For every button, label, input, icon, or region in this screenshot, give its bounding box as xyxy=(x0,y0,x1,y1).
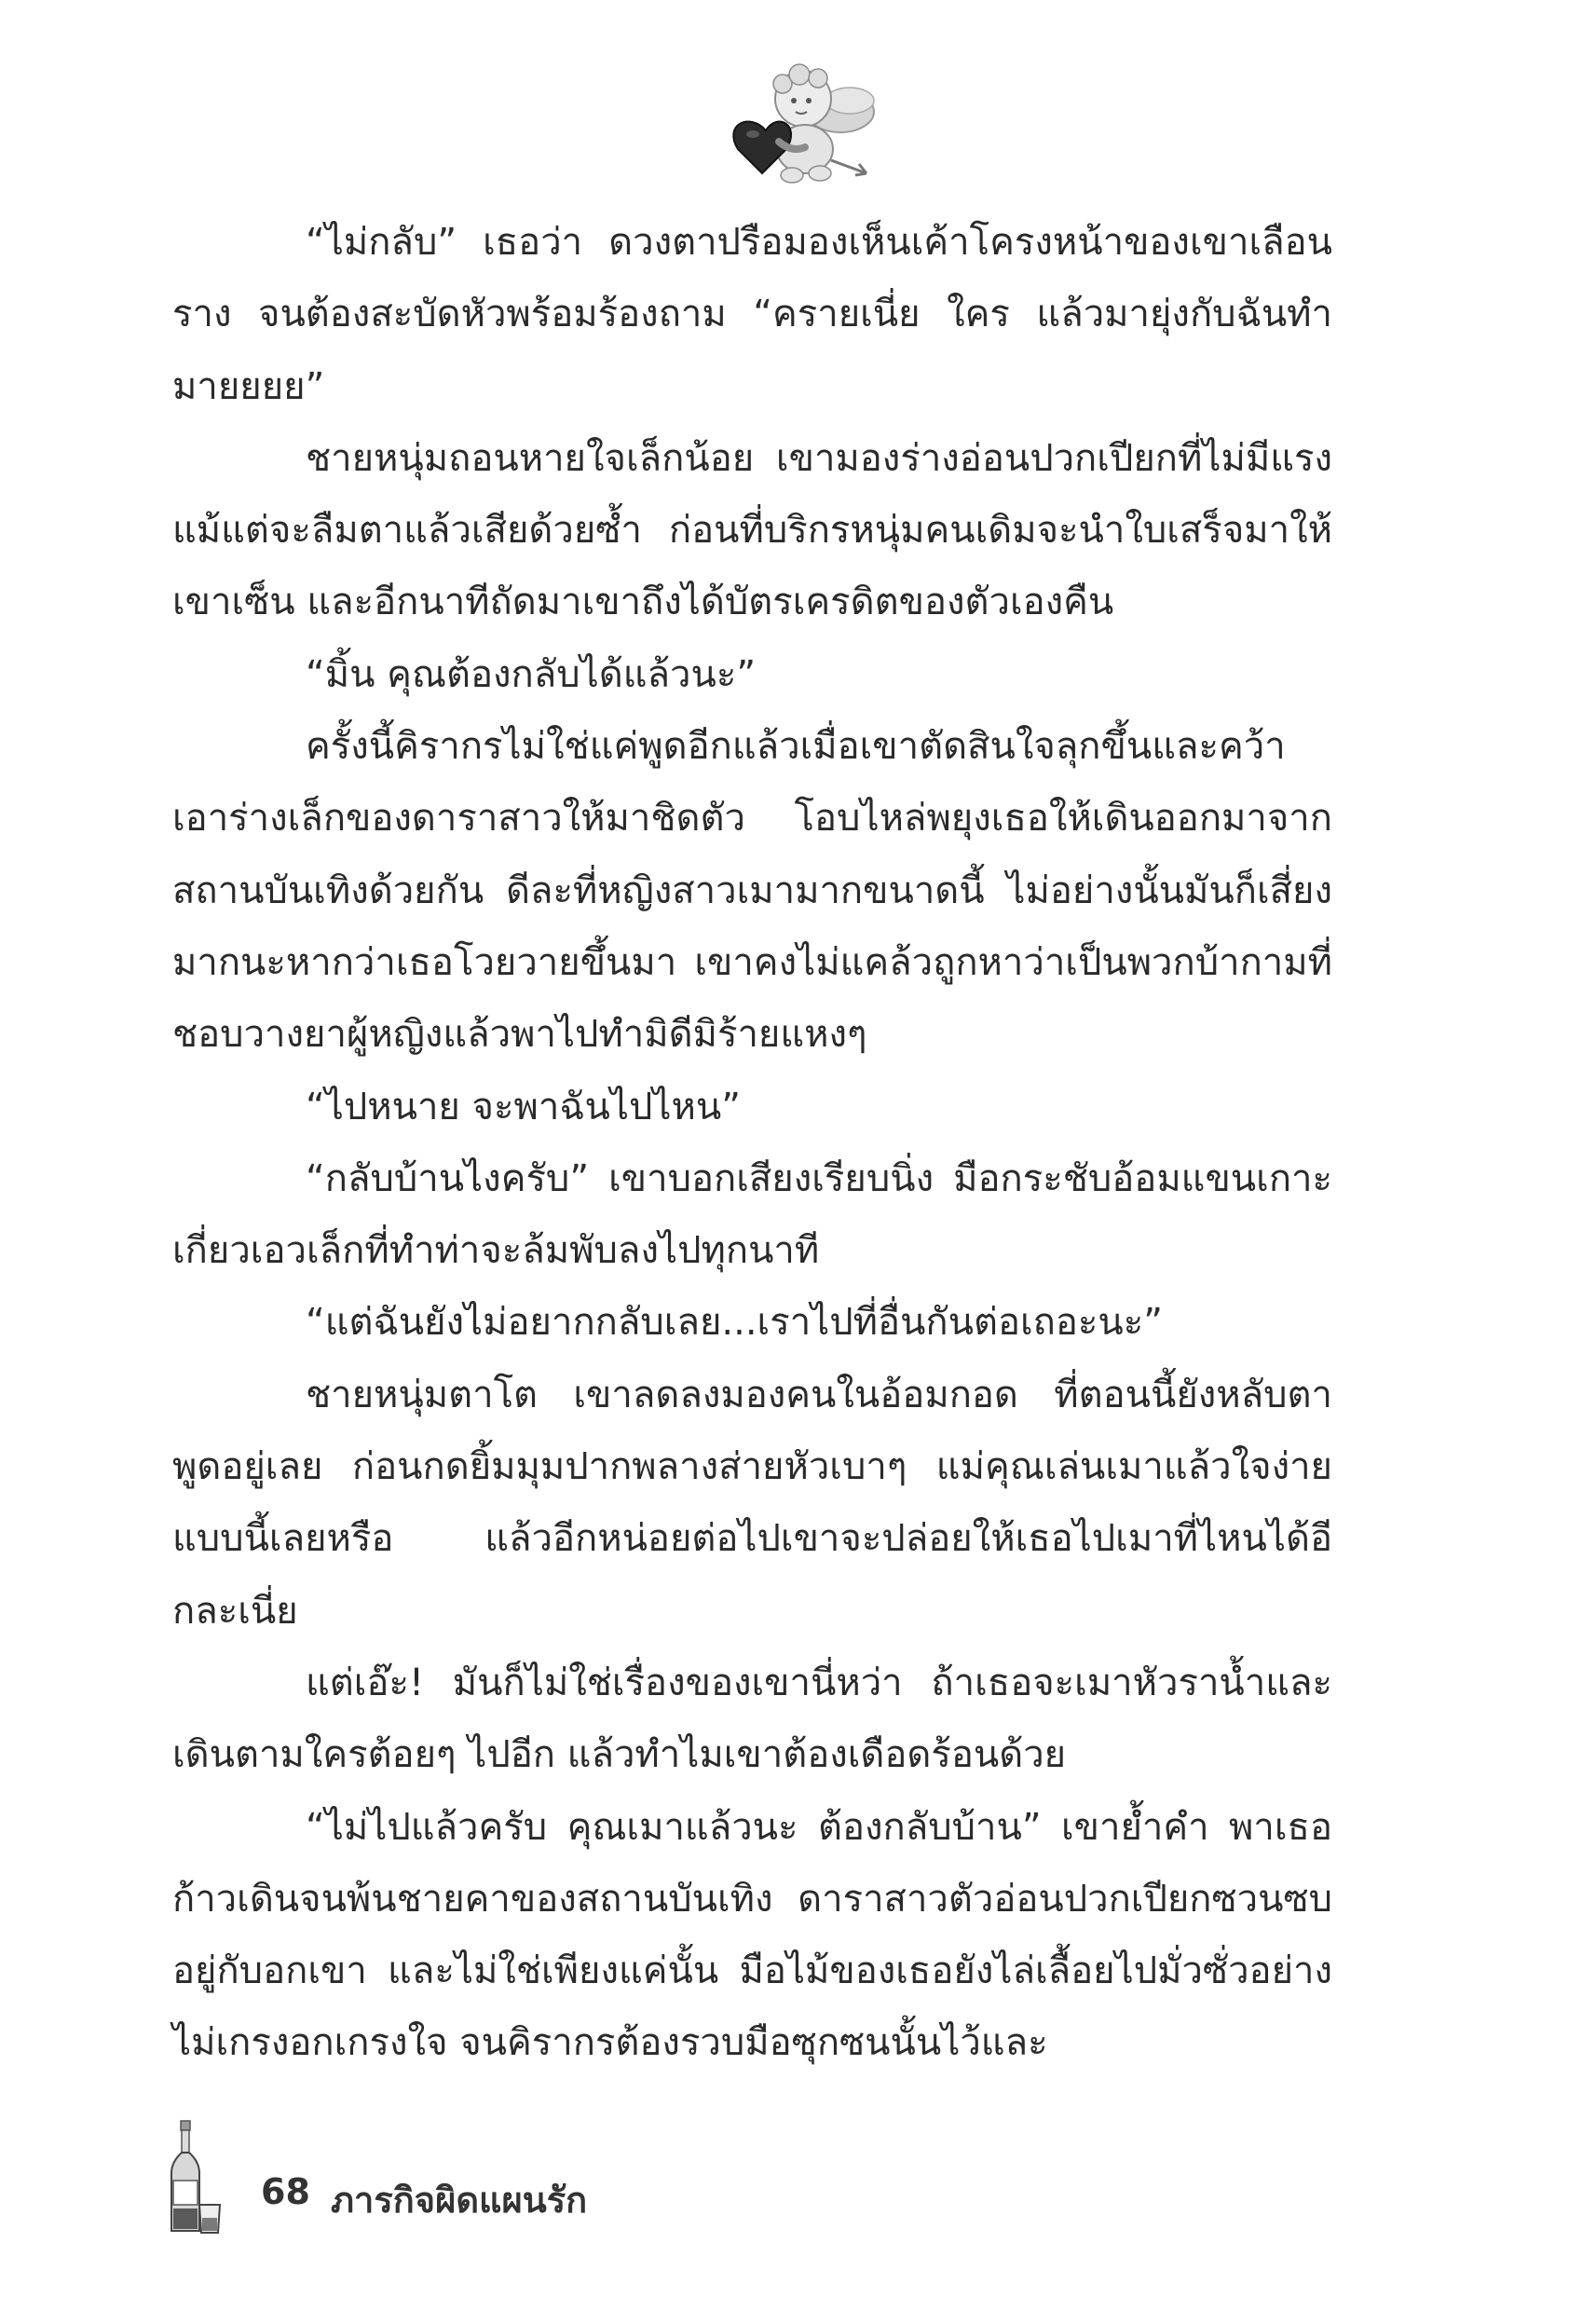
cupid-with-heart-icon xyxy=(701,63,896,185)
paragraph: “มิ้น คุณต้องกลับได้แล้วนะ” xyxy=(306,652,757,696)
paragraph: “ไปหนาย จะพาฉันไปไหน” xyxy=(306,1085,741,1128)
paragraph: ชายหนุ่มตาโต เขาลดลงมองคนในอ้อมกอด ที่ตอนนี้ยังหลับตาพูดอยู่เลย ก่อนกดยิ้มมุมปากพลางส่ายหัวเบาๆ แม่คุณเล่นเมาแล้วใจง่ายแบบนี้เลยหรือ แล้วอีกหน่อยต่อไปเขาจะปล่อยให้เธอไปเมาที่ไหนได้อีกละเนี่ย xyxy=(172,1373,1332,1633)
page-footer xyxy=(168,2115,820,2236)
paragraph: แต่เอ๊ะ! มันก็ไม่ใช่เรื่องของเขานี่หว่า ถ้าเธอจะเมาหัวราน้ำและเดินตามใครต้อยๆ ไปอีก แล้วทำไมเขาต้องเดือดร้อนด้วย xyxy=(172,1661,1332,1777)
paragraph: “แต่ฉันยังไม่อยากกลับเลย...เราไปที่อื่นกันต่อเถอะนะ” xyxy=(306,1301,1163,1345)
paragraph: ครั้งนี้คิรากรไม่ใช่แค่พูดอีกแล้วเมื่อเขาตัดสินใจลุกขึ้นและคว้าเอาร่างเล็กของดาราสาวให้มาชิดตัว โอบไหล่พยุงเธอให้เดินออกมาจากสถานบันเทิงด้วยกัน ดีละที่หญิงสาวเมามากขนาดนี้ ไม่อย่างนั้นมันก็เสี่ยงมากนะหากว่าเธอโวยวายขึ้นมา เขาคงไม่แคล้วถูกหาว่าเป็นพวกบ้ากามที่ชอบวางยาผู้หญิงแล้วพาไปทำมิดีมิร้ายแหงๆ xyxy=(172,725,1332,1057)
paragraph: “ไม่กลับ” เธอว่า ดวงตาปรือมองเห็นเค้าโครงหน้าของเขาเลือนราง จนต้องสะบัดหัวพร้อมร้องถาม “ครายเนี่ย ใคร แล้วมายุ่งกับฉันทำมายยยย” xyxy=(172,221,1332,408)
page-number: 68 xyxy=(261,2171,310,2212)
paragraph: “ไม่ไปแล้วครับ คุณเมาแล้วนะ ต้องกลับบ้าน” เขาย้ำคำ พาเธอก้าวเดินจนพ้นชายคาของสถานบันเทิง ดาราสาวตัวอ่อนปวกเปียกซวนซบอยู่กับอกเขา และไม่ใช่เพียงแค่นั้น มือไม้ของเธอยังไล่เลื้อยไปมั่วซั่วอย่างไม่เกรงอกเกรงใจ จนคิรากรต้องรวบมือซุกซนนั้นไว้และ xyxy=(172,1805,1332,2065)
book-title: ภารกิจผิดแผนรัก xyxy=(331,2180,588,2221)
liquor-bottle-and-glass-icon xyxy=(168,2115,224,2236)
paragraph: “กลับบ้านไงครับ” เขาบอกเสียงเรียบนิ่ง มือกระชับอ้อมแขนเกาะเกี่ยวเอวเล็กที่ทำท่าจะล้มพับลงไปทุกนาที xyxy=(172,1156,1332,1273)
body-text xyxy=(172,207,1332,2080)
paragraph: ชายหนุ่มถอนหายใจเล็กน้อย เขามองร่างอ่อนปวกเปียกที่ไม่มีแรงแม้แต่จะลืมตาแล้วเสียด้วยซ้ำ ก่อนที่บริกรหนุ่มคนเดิมจะนำใบเสร็จมาให้เขาเซ็น และอีกนาทีถัดมาเขาถึงได้บัตรเครดิตของตัวเองคืน xyxy=(172,436,1332,624)
